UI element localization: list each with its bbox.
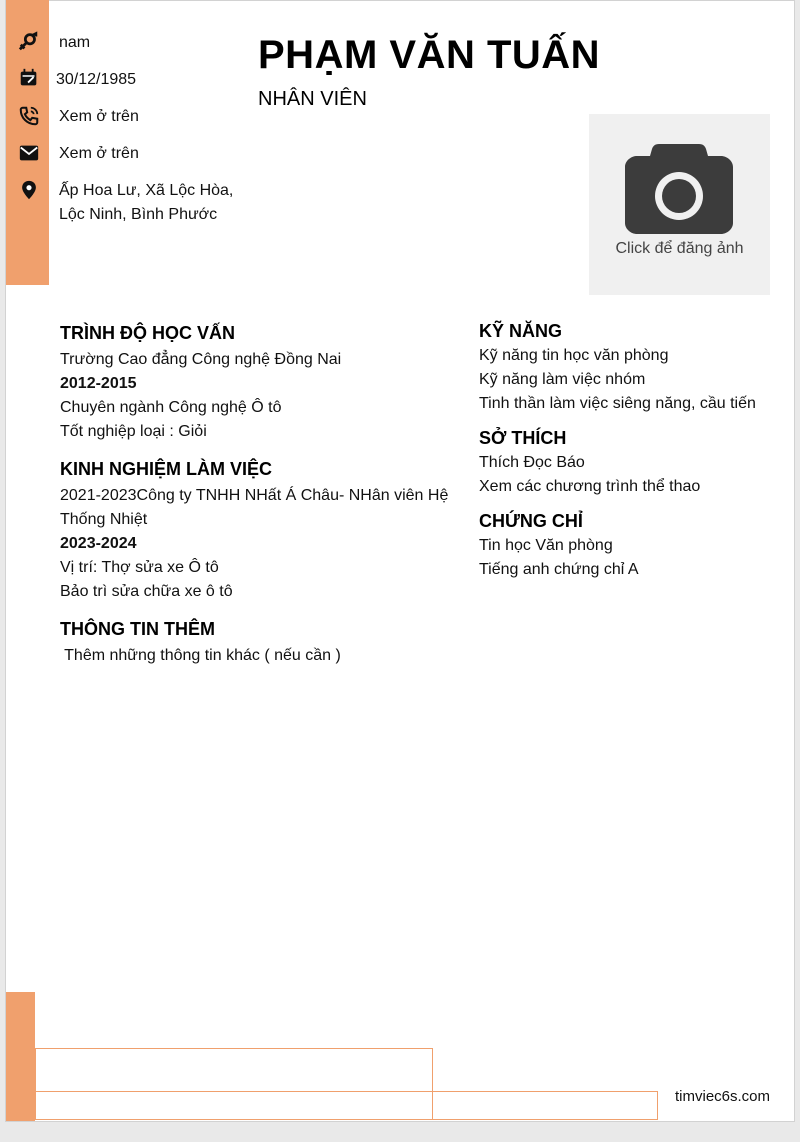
education-grade: Tốt nghiệp loại : Giỏi (60, 423, 207, 440)
experience-job1-line1: 2021-2023Công ty TNHH NHất Á Châu- NHân viên Hệ (60, 487, 449, 504)
certificates-title: CHỨNG CHỈ (479, 511, 583, 531)
experience-job1-line2: Thống Nhiệt (60, 511, 148, 528)
skill-item: Tinh thần làm việc siêng năng, cầu tiến (479, 395, 756, 412)
contact-birthdate: 30/12/1985 (56, 71, 137, 88)
experience-job2-years: 2023-2024 (60, 535, 137, 552)
candidate-position: NHÂN VIÊN (258, 88, 367, 110)
accent-bar-bottom (6, 992, 35, 1121)
education-major: Chuyên ngành Công nghệ Ô tô (60, 399, 282, 416)
contact-gender: nam (59, 34, 91, 51)
footer-site[interactable]: timviec6s.com (675, 1088, 771, 1105)
experience-job2-role: Vị trí: Thợ sửa xe Ô tô (60, 559, 219, 576)
contact-email: Xem ở trên (59, 145, 139, 162)
extra-title: THÔNG TIN THÊM (60, 619, 215, 639)
experience-job2-desc: Bảo trì sửa chữa xe ô tô (60, 583, 233, 600)
education-years: 2012-2015 (60, 375, 137, 392)
certificate-item: Tin học Văn phòng (479, 537, 613, 554)
gender-icon (18, 31, 40, 53)
contact-phone: Xem ở trên (59, 108, 139, 125)
location-pin-icon (18, 179, 40, 201)
phone-icon (18, 105, 40, 127)
education-school: Trường Cao đẳng Công nghệ Đồng Nai (60, 351, 342, 368)
hobby-item: Thích Đọc Báo (479, 454, 585, 471)
candidate-name: PHẠM VĂN TUẤN (258, 33, 601, 77)
hobbies-title: SỞ THÍCH (479, 428, 567, 448)
photo-upload[interactable] (589, 114, 770, 295)
education-title: TRÌNH ĐỘ HỌC VẤN (60, 323, 235, 343)
skill-item: Kỹ năng tin học văn phòng (479, 347, 669, 364)
photo-upload-label: Click để đăng ảnh (615, 240, 744, 257)
skill-item: Kỹ năng làm việc nhóm (479, 371, 646, 388)
hobby-item: Xem các chương trình thể thao (479, 478, 701, 495)
extra-text: Thêm những thông tin khác ( nếu cần ) (60, 647, 341, 664)
email-icon (18, 142, 40, 164)
experience-title: KINH NGHIỆM LÀM VIỆC (60, 459, 273, 479)
decor-frame-bottom (35, 1091, 658, 1120)
calendar-icon (18, 67, 40, 89)
certificate-item: Tiếng anh chứng chỉ A (479, 561, 639, 578)
skills-title: KỸ NĂNG (479, 321, 563, 341)
left-column (60, 320, 460, 668)
camera-icon (625, 140, 733, 234)
contact-address-line1: Ấp Hoa Lư, Xã Lộc Hòa, (59, 182, 234, 199)
right-column (479, 318, 779, 582)
contact-address-line2: Lộc Ninh, Bình Phước (59, 206, 218, 223)
